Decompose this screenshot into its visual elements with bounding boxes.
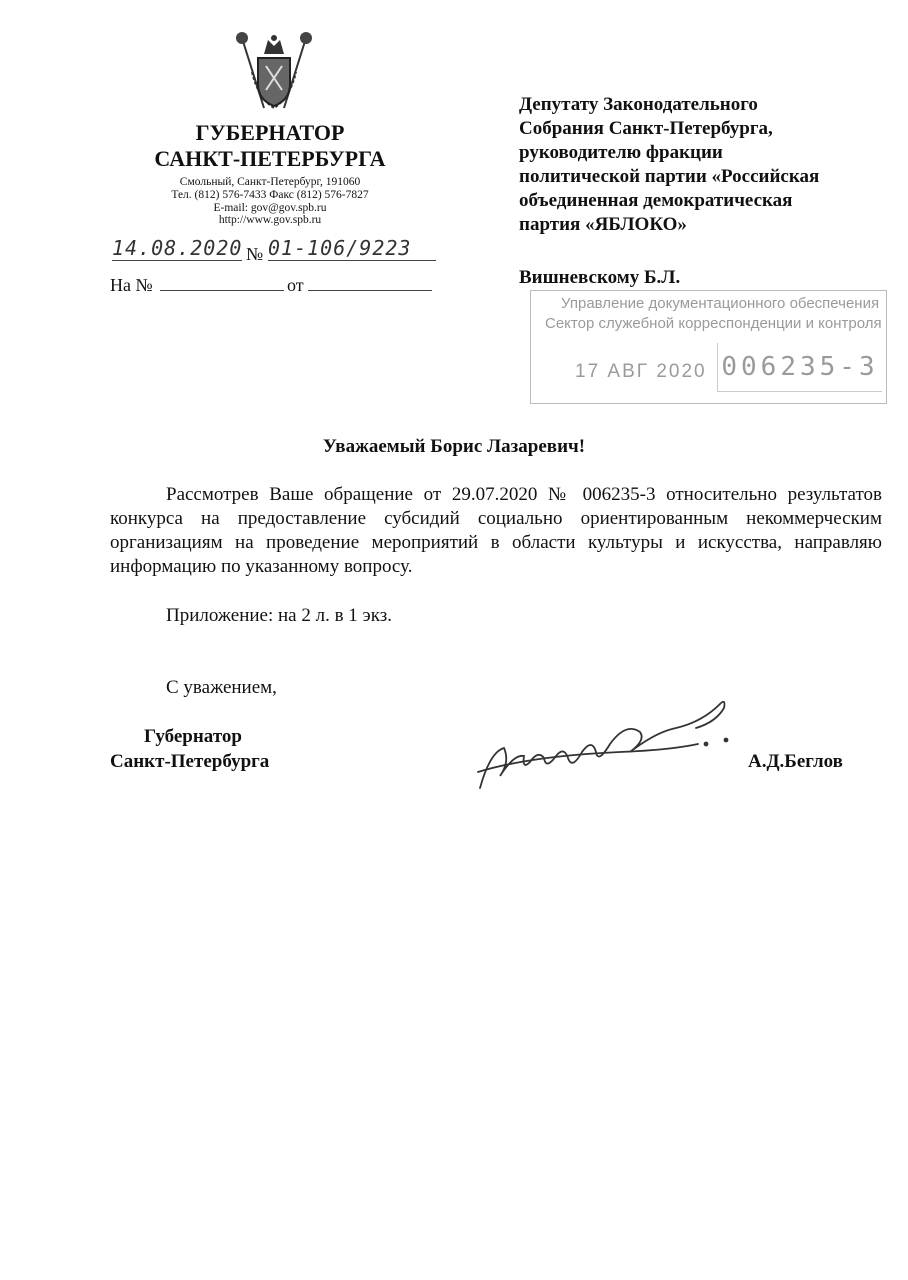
- recipient-address: [519, 93, 879, 237]
- recipient-line: политической партии «Российская: [519, 166, 820, 187]
- reference-date-blank: [308, 290, 432, 291]
- recipient-line: партия «ЯБЛОКО»: [519, 214, 687, 235]
- signer-title-line2: Санкт-Петербурга: [110, 751, 270, 772]
- reference-from-label: от: [287, 275, 304, 295]
- org-phone-fax: Тел. (812) 576-7433 Факс (812) 576-7827: [171, 189, 369, 201]
- org-email: E-mail: gov@gov.spb.ru: [213, 202, 327, 214]
- org-title-line2: САНКТ-ПЕТЕРБУРГА: [154, 146, 386, 171]
- reference-number-label: На №: [110, 275, 153, 295]
- coat-of-arms-emblem: [228, 28, 320, 116]
- recipient-line: Депутату Законодательного: [519, 94, 758, 115]
- recipient-line: объединенная демократическая: [519, 190, 793, 211]
- recipient-line: руководителю фракции: [519, 142, 723, 163]
- handwritten-signature: [470, 692, 770, 800]
- signer-name: А.Д.Беглов: [748, 751, 843, 772]
- recipient-name: Вишневскому Б.Л.: [519, 267, 681, 288]
- reference-number-blank: [160, 290, 284, 291]
- incoming-registration-stamp: [530, 290, 887, 404]
- org-title-line1: ГУБЕРНАТОР: [195, 120, 345, 145]
- signer-title-line1: Губернатор: [144, 726, 242, 747]
- attachment-note: Приложение: на 2 л. в 1 экз.: [166, 605, 392, 626]
- registration-date: 14.08.2020: [112, 236, 243, 260]
- recipient-line: Собрания Санкт-Петербурга,: [519, 118, 773, 139]
- salutation: Уважаемый Борис Лазаревич!: [322, 436, 586, 457]
- stamp-date: 17 АВГ 2020: [575, 361, 707, 382]
- registration-number: 01-106/9223: [268, 236, 436, 261]
- letter-body: Рассмотрев Ваше обращение от 29.07.2020 № 006235-3 относительно результатов конкурса на предоставление субсидий социально ориентированным некоммерческим организациям на проведение мероприятий в области культуры и искусства, направляю информацию по указанному вопросу.: [110, 484, 882, 577]
- org-address: Смольный, Санкт-Петербург, 191060: [179, 176, 361, 188]
- org-website: http://www.gov.spb.ru: [218, 214, 322, 226]
- closing-phrase: С уважением,: [166, 677, 277, 698]
- stamp-department-line2: Сектор служебной корреспонденции и контроля: [545, 315, 882, 332]
- stamp-department-line1: Управление документационного обеспечения: [561, 295, 880, 312]
- registration-number-label: №: [246, 244, 264, 264]
- stamp-number: 006235-3: [717, 343, 882, 392]
